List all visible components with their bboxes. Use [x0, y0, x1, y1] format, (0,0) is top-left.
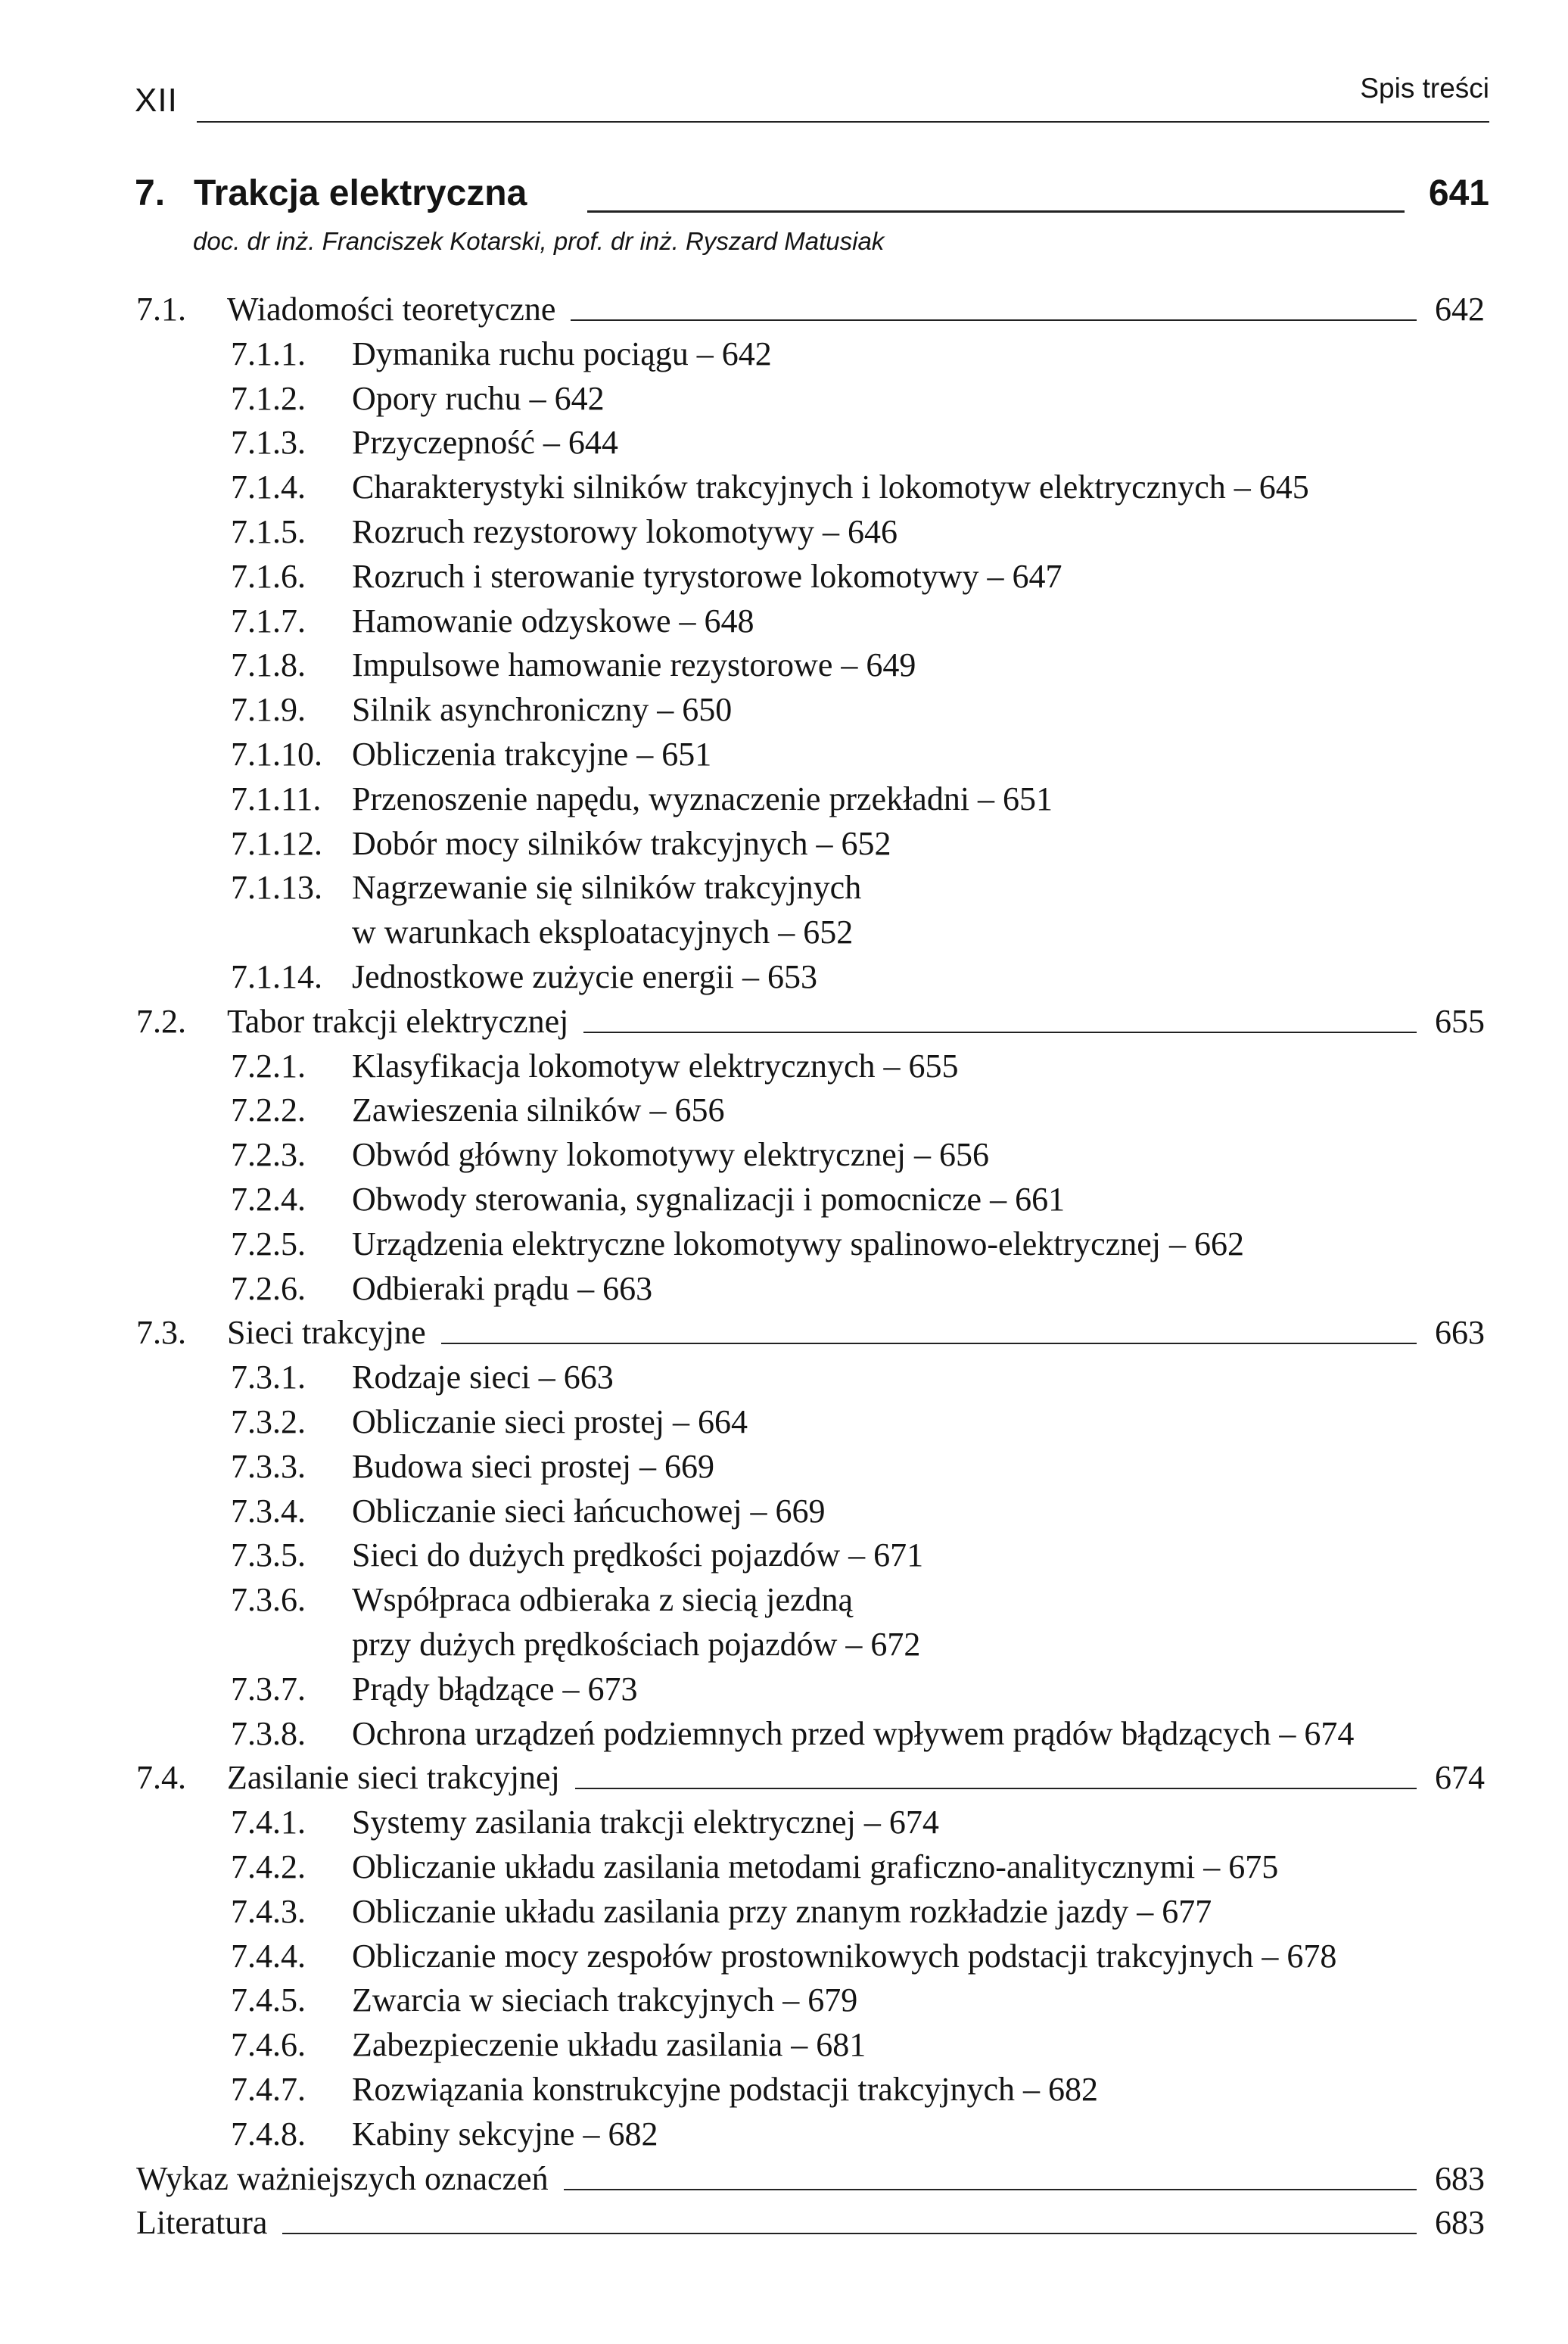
- section-title: Literatura: [136, 2204, 268, 2242]
- subsection-title: Obwód główny lokomotywy elektrycznej – 656: [352, 1136, 989, 1174]
- header-rule: [197, 121, 1489, 123]
- toc-subsection: [0, 822, 1568, 866]
- toc-subsection: [0, 1044, 1568, 1088]
- toc-subsection: [0, 1978, 1568, 2022]
- subsection-number: 7.4.4.: [231, 1937, 306, 1975]
- subsection-title: Zabezpieczenie układu zasilania – 681: [352, 2026, 866, 2064]
- subsection-number: 7.3.3.: [231, 1447, 306, 1485]
- subsection-number: 7.2.5.: [231, 1225, 306, 1262]
- section-page: 683: [1435, 2159, 1485, 2197]
- toc-section: [0, 1756, 1568, 1800]
- subsection-title: Rozwiązania konstrukcyjne podstacji trakcyjnych – 682: [352, 2071, 1099, 2108]
- subsection-number: 7.3.5.: [231, 1536, 306, 1574]
- toc-subsection: [0, 2112, 1568, 2156]
- toc-subsection: [0, 332, 1568, 376]
- chapter-heading: [135, 173, 1489, 223]
- subsection-title: Jednostkowe zużycie energii – 653: [352, 958, 818, 995]
- subsection-number: 7.3.7.: [231, 1670, 306, 1707]
- toc-subsection: [0, 1133, 1568, 1177]
- toc-subsection: [0, 1178, 1568, 1222]
- toc-subsection: [0, 955, 1568, 999]
- toc-subsection: [0, 911, 1568, 954]
- subsection-title: Prądy błądzące – 673: [352, 1670, 638, 1707]
- section-title: Sieci trakcyjne: [227, 1314, 426, 1352]
- subsection-title: Kabiny sekcyjne – 682: [352, 2115, 658, 2153]
- subsection-title: Obliczanie układu zasilania przy znanym rozkładzie jazdy – 677: [352, 1892, 1212, 1930]
- subsection-number: 7.1.9.: [231, 691, 306, 729]
- toc-subsection: [0, 1490, 1568, 1533]
- section-title: Wykaz ważniejszych oznaczeń: [136, 2159, 549, 2197]
- toc-subsection: [0, 377, 1568, 421]
- subsection-number: 7.1.8.: [231, 646, 306, 684]
- section-page: 683: [1435, 2204, 1485, 2242]
- toc-subsection: [0, 1400, 1568, 1444]
- section-title: Tabor trakcji elektrycznej: [227, 1002, 569, 1040]
- toc-end-entry: [0, 2201, 1568, 2245]
- leader-line: [575, 1788, 1417, 1789]
- toc-subsection: [0, 1667, 1568, 1711]
- subsection-number: 7.1.5.: [231, 513, 306, 550]
- toc-subsection: [0, 1533, 1568, 1577]
- toc-subsection: [0, 2023, 1568, 2067]
- subsection-number: 7.3.4.: [231, 1492, 306, 1530]
- subsection-title: Sieci do dużych prędkości pojazdów – 671: [352, 1536, 924, 1574]
- subsection-title: Klasyfikacja lokomotyw elektrycznych – 655: [352, 1047, 959, 1085]
- toc-subsection: [0, 1890, 1568, 1934]
- section-page: 655: [1435, 1002, 1485, 1040]
- subsection-number: 7.2.4.: [231, 1181, 306, 1218]
- section-number: 7.2.: [136, 1002, 186, 1040]
- subsection-title: Rodzaje sieci – 663: [352, 1359, 614, 1396]
- leader-line: [441, 1343, 1417, 1344]
- subsection-number: 7.2.3.: [231, 1136, 306, 1174]
- toc-subsection: [0, 1801, 1568, 1844]
- chapter-leader-line: [587, 210, 1405, 213]
- subsection-title: Obliczenia trakcyjne – 651: [352, 736, 712, 773]
- subsection-title: Opory ruchu – 642: [352, 379, 605, 417]
- section-page: 642: [1435, 291, 1485, 328]
- subsection-number: 7.1.3.: [231, 424, 306, 462]
- subsection-number: 7.2.2.: [231, 1091, 306, 1129]
- section-number: 7.4.: [136, 1759, 186, 1797]
- subsection-number: 7.1.12.: [231, 824, 322, 862]
- subsection-number: 7.1.1.: [231, 335, 306, 372]
- subsection-title: Obwody sterowania, sygnalizacji i pomocnicze – 661: [352, 1181, 1066, 1218]
- section-title: Zasilanie sieci trakcyjnej: [227, 1759, 560, 1797]
- subsection-title: Współpraca odbieraka z siecią jezdną: [352, 1581, 854, 1619]
- toc-subsection: [0, 1445, 1568, 1489]
- subsection-title: w warunkach eksploatacyjnych – 652: [352, 914, 854, 951]
- subsection-title: Charakterystyki silników trakcyjnych i lokomotyw elektrycznych – 645: [352, 468, 1309, 506]
- toc-subsection: [0, 733, 1568, 777]
- toc-subsection: [0, 1712, 1568, 1756]
- subsection-title: Silnik asynchroniczny – 650: [352, 691, 733, 729]
- subsection-title: Systemy zasilania trakcji elektrycznej – 674: [352, 1804, 939, 1841]
- toc-subsection: [0, 688, 1568, 732]
- toc-subsection: [0, 465, 1568, 509]
- subsection-number: 7.1.6.: [231, 557, 306, 595]
- page-number: XII: [135, 82, 178, 119]
- toc-subsection: [0, 599, 1568, 643]
- subsection-title: Obliczanie sieci łańcuchowej – 669: [352, 1492, 826, 1530]
- subsection-title: Odbieraki prądu – 663: [352, 1269, 653, 1307]
- toc-subsection: [0, 643, 1568, 687]
- subsection-title: Obliczanie mocy zespołów prostownikowych podstacji trakcyjnych – 678: [352, 1937, 1337, 1975]
- toc-subsection: [0, 866, 1568, 910]
- subsection-number: 7.4.7.: [231, 2071, 306, 2108]
- subsection-title: Przenoszenie napędu, wyznaczenie przekładni – 651: [352, 780, 1053, 817]
- subsection-title: Zawieszenia silników – 656: [352, 1091, 725, 1129]
- subsection-title: przy dużych prędkościach pojazdów – 672: [352, 1626, 921, 1663]
- toc-subsection: [0, 1845, 1568, 1889]
- subsection-number: 7.4.3.: [231, 1892, 306, 1930]
- subsection-number: 7.3.1.: [231, 1359, 306, 1396]
- subsection-number: 7.1.13.: [231, 869, 322, 907]
- subsection-number: 7.2.6.: [231, 1269, 306, 1307]
- toc-subsection: [0, 555, 1568, 599]
- chapter-number: 7.: [135, 173, 166, 213]
- toc-subsection: [0, 1267, 1568, 1311]
- subsection-number: 7.3.8.: [231, 1714, 306, 1752]
- subsection-number: 7.2.1.: [231, 1047, 306, 1085]
- running-section-title: Spis treści: [1360, 73, 1489, 104]
- subsection-number: 7.1.11.: [231, 780, 322, 817]
- toc-subsection: [0, 510, 1568, 554]
- leader-line: [571, 319, 1417, 321]
- subsection-title: Dymanika ruchu pociągu – 642: [352, 335, 772, 372]
- subsection-number: 7.3.6.: [231, 1581, 306, 1619]
- chapter-page: 641: [1428, 173, 1489, 213]
- section-title: Wiadomości teoretyczne: [227, 291, 556, 328]
- subsection-number: 7.4.6.: [231, 2026, 306, 2064]
- leader-line: [282, 2233, 1417, 2234]
- subsection-title: Urządzenia elektryczne lokomotywy spalinowo-elektrycznej – 662: [352, 1225, 1244, 1262]
- subsection-number: 7.1.2.: [231, 379, 306, 417]
- subsection-number: 7.4.8.: [231, 2115, 306, 2153]
- subsection-title: Rozruch rezystorowy lokomotywy – 646: [352, 513, 898, 550]
- toc-section: [0, 288, 1568, 332]
- running-header: [135, 73, 1489, 126]
- chapter-title: Trakcja elektryczna: [194, 173, 527, 213]
- subsection-number: 7.4.2.: [231, 1848, 306, 1885]
- subsection-title: Budowa sieci prostej – 669: [352, 1447, 715, 1485]
- section-page: 674: [1435, 1759, 1485, 1797]
- subsection-title: Nagrzewanie się silników trakcyjnych: [352, 869, 862, 907]
- toc-subsection: [0, 1623, 1568, 1667]
- subsection-title: Obliczanie sieci prostej – 664: [352, 1403, 748, 1440]
- subsection-title: Przyczepność – 644: [352, 424, 618, 462]
- subsection-number: 7.1.10.: [231, 736, 322, 773]
- section-page: 663: [1435, 1314, 1485, 1352]
- chapter-authors: doc. dr inż. Franciszek Kotarski, prof. dr inż. Ryszard Matusiak: [193, 227, 885, 255]
- toc-section: [0, 1000, 1568, 1044]
- toc-subsection: [0, 1088, 1568, 1132]
- toc-section: [0, 1311, 1568, 1355]
- subsection-number: 7.4.1.: [231, 1804, 306, 1841]
- leader-line: [583, 1032, 1417, 1033]
- subsection-title: Rozruch i sterowanie tyrystorowe lokomotywy – 647: [352, 557, 1062, 595]
- section-number: 7.3.: [136, 1314, 186, 1352]
- subsection-number: 7.1.4.: [231, 468, 306, 506]
- subsection-number: 7.3.2.: [231, 1403, 306, 1440]
- toc-subsection: [0, 777, 1568, 821]
- subsection-title: Zwarcia w sieciach trakcyjnych – 679: [352, 1981, 858, 2019]
- subsection-number: 7.1.7.: [231, 602, 306, 640]
- subsection-title: Impulsowe hamowanie rezystorowe – 649: [352, 646, 916, 684]
- toc-subsection: [0, 1578, 1568, 1622]
- toc-subsection: [0, 1356, 1568, 1399]
- leader-line: [564, 2189, 1417, 2190]
- section-number: 7.1.: [136, 291, 186, 328]
- toc-subsection: [0, 1935, 1568, 1978]
- subsection-number: 7.4.5.: [231, 1981, 306, 2019]
- subsection-number: 7.1.14.: [231, 958, 322, 995]
- toc-end-entry: [0, 2157, 1568, 2201]
- toc-subsection: [0, 421, 1568, 465]
- subsection-title: Dobór mocy silników trakcyjnych – 652: [352, 824, 891, 862]
- toc-subsection: [0, 1222, 1568, 1266]
- toc-subsection: [0, 2068, 1568, 2112]
- subsection-title: Ochrona urządzeń podziemnych przed wpływem prądów błądzących – 674: [352, 1714, 1355, 1752]
- subsection-title: Hamowanie odzyskowe – 648: [352, 602, 754, 640]
- subsection-title: Obliczanie układu zasilania metodami graficzno-analitycznymi – 675: [352, 1848, 1279, 1885]
